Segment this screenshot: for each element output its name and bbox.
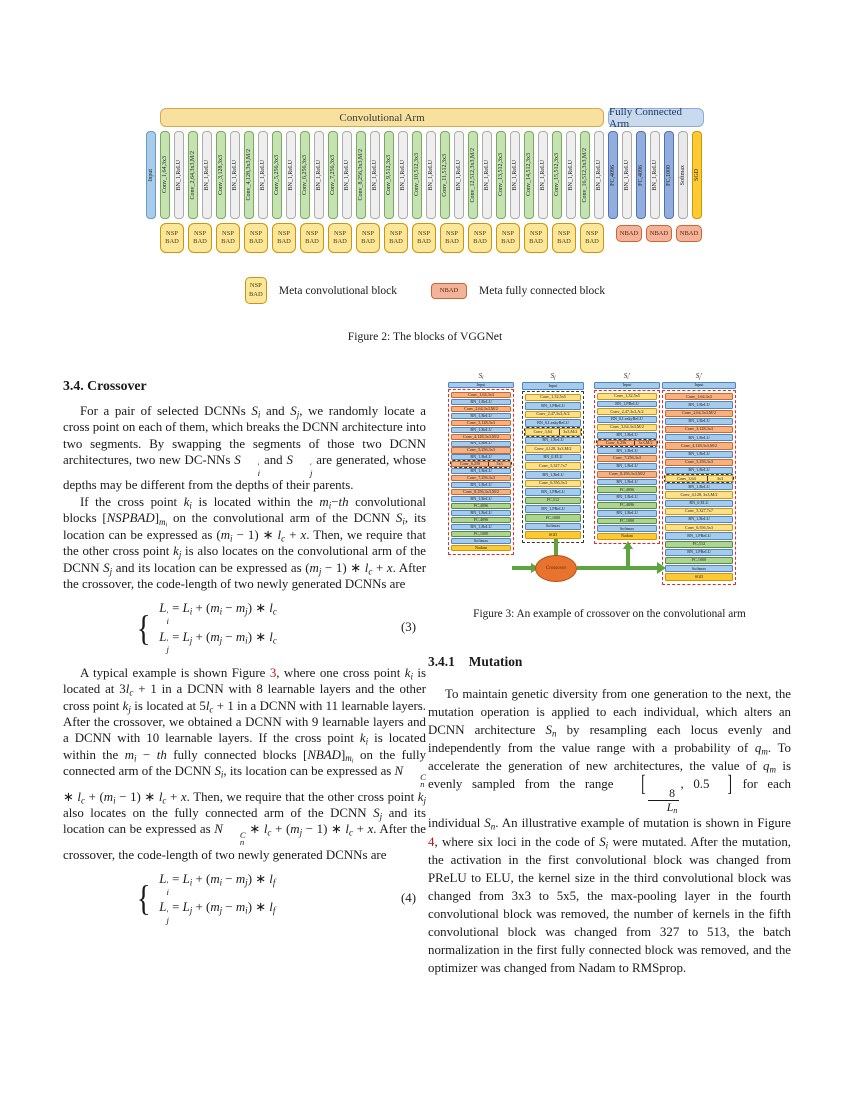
nsp-line1: NSP bbox=[586, 229, 598, 237]
fig2-bar-conv-14-512-3x3 bbox=[524, 131, 534, 219]
fig2-bar-label: BN_1,ReLU bbox=[232, 159, 238, 191]
fig3-block: BN_1,PReLU bbox=[525, 488, 581, 496]
fig3-block: Conv_1,32,5x5 bbox=[597, 393, 657, 400]
fig3-block: BN_1,PReLU bbox=[665, 532, 733, 539]
fig3-block: FC,4096 bbox=[451, 517, 511, 523]
fig3-block: FC,1000 bbox=[665, 557, 733, 564]
fig3-block: Conv_1,64,3x3 bbox=[665, 393, 733, 400]
fig2-bar-label: BN_1,ReLU bbox=[456, 159, 462, 191]
fig2-bar-label: Conv_4,128,3x3,M/2 bbox=[246, 149, 252, 201]
legend-item-meta-conv bbox=[245, 277, 397, 304]
fig2-bar-label: Conv_7,256,3x3 bbox=[330, 154, 336, 195]
fig2-bar-label: BN_1,ReLU bbox=[512, 159, 518, 191]
fig3-block: Nadam bbox=[597, 533, 657, 540]
fig2-bar-bn-1-relu bbox=[370, 131, 380, 219]
fig3-column-title: $S_i$ bbox=[478, 372, 484, 382]
nbad-meta-block: NBAD bbox=[676, 225, 702, 242]
fig2-bar-label: BN_1,ReLU bbox=[176, 159, 182, 191]
fig3-block: Conv_8,256,3x3,M/2 bbox=[597, 471, 657, 478]
fig3-block: BN_0,ELU bbox=[665, 500, 733, 507]
fig3-block: FC,1000 bbox=[525, 514, 581, 522]
nsp-bad-meta-block bbox=[552, 223, 576, 253]
fig3-block: Softmax bbox=[451, 538, 511, 544]
fully-connected-arm-bars bbox=[608, 131, 704, 219]
fig2-bar-bn-1-relu bbox=[426, 131, 436, 219]
fig3-block: Conv_6,556,3x3 bbox=[525, 480, 581, 488]
fig2-bar-input bbox=[146, 131, 156, 219]
nsp-line1: NSP bbox=[166, 229, 178, 237]
fig2-bar-label: Conv_6,256,3x3 bbox=[302, 154, 308, 195]
fig3-block: BN_0,LeakyReLU bbox=[525, 419, 581, 427]
convolutional-arm-header: Convolutional Arm bbox=[160, 108, 604, 127]
fig2-bar-label: BN_1,ReLU bbox=[316, 159, 322, 191]
fig3-split-chip: 3x3,M/2 bbox=[559, 429, 580, 435]
nsp-line2: BAD bbox=[305, 238, 319, 245]
fig3-block: BN_1,ReLU bbox=[451, 441, 511, 447]
fig3-block: SGD bbox=[665, 573, 733, 580]
fig3-block: BN_1,ReLU bbox=[665, 483, 733, 490]
fig3-block: SGD bbox=[525, 531, 581, 539]
fig2-bar-bn-1-relu bbox=[342, 131, 352, 219]
fig3-block: BN_1,ReLU bbox=[597, 479, 657, 486]
fig2-bar-conv-5-256-3x3 bbox=[272, 131, 282, 219]
fig2-bar-label: FC,4096 bbox=[638, 164, 644, 186]
fig3-block: Conv_5,256,3x3 bbox=[665, 459, 733, 466]
fig3-block: Conv_5,327,7x7 bbox=[665, 508, 733, 515]
fig3-block: FC,4096 bbox=[451, 503, 511, 509]
fig3-column-title: $S_i'$ bbox=[623, 372, 631, 382]
nbad-meta-block: NBAD bbox=[646, 225, 672, 242]
fig2-bar-conv-2-64-3x3-m-2 bbox=[188, 131, 198, 219]
section-heading-crossover: 3.4. Crossover bbox=[63, 378, 147, 393]
fig3-block: BN_1,ReLU bbox=[451, 482, 511, 488]
convolutional-arm-bars bbox=[160, 131, 604, 219]
legend-meta-fc-label: Meta fully connected block bbox=[479, 284, 606, 297]
fig3-block: BN_1,ReLU bbox=[451, 399, 511, 405]
fig3-block: Conv_2,64,3x3,M/2 bbox=[451, 406, 511, 412]
nsp-bad-meta-block bbox=[580, 223, 604, 253]
fig3-split-chip: 3x3 bbox=[707, 476, 732, 481]
equation-3-brace: { bbox=[136, 607, 151, 648]
fig2-bar-conv-7-256-3x3 bbox=[328, 131, 338, 219]
fig3-block: Softmax bbox=[525, 523, 581, 531]
fig3-block: BN_1,PReLU bbox=[665, 549, 733, 556]
fig3-block: Conv_7,256,3x3 bbox=[597, 455, 657, 462]
fig2-bar-label: FC,4096 bbox=[610, 164, 616, 186]
fig3-block: Conv_3,128,3x3 bbox=[665, 426, 733, 433]
equation-4-number: (4) bbox=[400, 890, 416, 905]
fig3-block: BN_1,PReLU bbox=[525, 402, 581, 410]
fig3-block: BN_1,ReLU bbox=[451, 510, 511, 516]
fig2-bar-conv-10-512-3x3 bbox=[412, 131, 422, 219]
mutation-heading-number: 3.4.1 bbox=[428, 654, 455, 669]
fig2-bar-label: Conv_3,128,3x3 bbox=[218, 154, 224, 195]
fig3-block: FC,512 bbox=[665, 541, 733, 548]
nsp-line1: NSP bbox=[530, 229, 542, 237]
fig2-bar-label: Conv_2,64,3x3,M/2 bbox=[190, 150, 196, 200]
nsp-bad-meta-block bbox=[272, 223, 296, 253]
mutation-heading-title: Mutation bbox=[468, 654, 523, 669]
nsp-line1: NSP bbox=[418, 229, 430, 237]
nsp-bad-meta-block bbox=[384, 223, 408, 253]
fig2-bar-label: BN_1,ReLU bbox=[400, 159, 406, 191]
nsp-line2: BAD bbox=[249, 238, 263, 245]
figure3-crossover-example bbox=[442, 372, 772, 604]
fig3-block: FC,4096 bbox=[597, 486, 657, 493]
fig2-bar-softmax bbox=[678, 131, 688, 219]
nsp-chip-line1: NSP bbox=[249, 282, 262, 290]
fig3-block-input: Input bbox=[522, 382, 584, 390]
fig3-block: Softmax bbox=[597, 525, 657, 532]
fig3-block: BN_1,ReLU bbox=[525, 471, 581, 479]
fig2-bar-label: Conv_8,256,3x3,M/2 bbox=[358, 149, 364, 201]
legend-item-meta-fc bbox=[431, 283, 605, 299]
fig2-bar-label: Conv_14,512,3x3 bbox=[526, 153, 532, 197]
section-heading-mutation bbox=[428, 654, 791, 670]
fig2-bar-conv-15-512-3x3 bbox=[552, 131, 562, 219]
fig3-block: BN_1,ReLU bbox=[451, 413, 511, 419]
crossover-paragraph-1: For a pair of selected DCNNs $S_i$ and $S_j$, we randomly locate a cross point on each of them, which breaks the DCNN architecture into two segments. By swapping the segments of those two DCNN architectures, two new DC-NNs S ′ i and S ′ j are generated, whose depths may be different from the depths of their parents. bbox=[63, 404, 426, 493]
fig2-bar-conv-12-512-3x3-m-2 bbox=[468, 131, 478, 219]
fig2-bar-bn-1-relu bbox=[510, 131, 520, 219]
nsp-bad-meta-block bbox=[356, 223, 380, 253]
fig3-block: Conv_5,327,7x7 bbox=[525, 462, 581, 470]
figure4-ref-link[interactable]: 4 bbox=[428, 834, 435, 849]
nsp-bad-meta-block bbox=[412, 223, 436, 253]
left-column bbox=[63, 378, 426, 935]
fig3-block: BN_1,ReLU bbox=[597, 463, 657, 470]
fig3-block: BN_1,ReLU bbox=[451, 427, 511, 433]
equation-3-line1: L ′ i = $L_i + (m_i - m_j)$ ∗ $l_c$ bbox=[159, 601, 277, 627]
nsp-line2: BAD bbox=[417, 238, 431, 245]
nsp-line2: BAD bbox=[389, 238, 403, 245]
fig2-bar-label: SGD bbox=[694, 168, 700, 181]
fig2-bar-label: BN_1,ReLU bbox=[624, 159, 630, 191]
convolutional-arm bbox=[160, 108, 604, 219]
nsp-line1: NSP bbox=[362, 229, 374, 237]
fig3-block: BN_1,ReLU bbox=[597, 432, 657, 439]
fig2-bar-label: Input bbox=[148, 168, 154, 182]
nsp-bad-meta-block bbox=[524, 223, 548, 253]
fig2-bar-sgd bbox=[692, 131, 702, 219]
fig3-block: BN_1,ReLU bbox=[665, 401, 733, 408]
fig2-bar-fc-4096 bbox=[608, 131, 618, 219]
fig3-block: Conv_3,128,3x3 bbox=[451, 420, 511, 426]
fig2-bar-label: BN_1,ReLU bbox=[372, 159, 378, 191]
fig3-block: Conv_2,47,3x3,A/2 bbox=[525, 411, 581, 419]
fig3-column-title: $S_j'$ bbox=[695, 372, 703, 382]
fig3-split-chip: 3x3,M/2 bbox=[634, 441, 656, 446]
nsp-bad-meta-block bbox=[216, 223, 240, 253]
equation-4-line2: L ′ j = $L_j + (m_j - m_i)$ ∗ $l_f$ bbox=[159, 900, 276, 926]
fig3-split-main: Conv_3,64 bbox=[677, 475, 696, 481]
fig2-bar-conv-4-128-3x3-m-2 bbox=[244, 131, 254, 219]
crossover-paragraph-3: A typical example is shown Figure 3, where one cross point $k_i$ is located at $3l_c + 1$ in a DCNN with 8 learnable layers and the other cross point $k_j$ is located at $5l_c + 1$ in a DCNN with 11 learnable layers. After the crossover, we obtained a DCNN with 9 learnable layers and a DCNN with 10 learnable layers. If the cross point $k_i$ is located within the $m_i$ − th fully connected blocks $[NBAD]_{m_i}$ on the fully connected arm of the DCNN $S_i$, its location can be expressed as N C n ∗ $l_c + (m_i - 1)$ ∗ $l_c + x$. Then, we require that the other cross point $k_j$ also locates on the fully connected arm of the DCNN $S_j$ and its location can be expressed as N C n ∗ $l_c + (m_j - 1)$ ∗ $l_c + x$. After the crossover, the code-length of two newly generated DCNNs are bbox=[63, 665, 427, 862]
nsp-line1: NSP bbox=[474, 229, 486, 237]
fig2-bar-label: Conv_9,512,3x3 bbox=[386, 154, 392, 195]
fig2-bar-label: Conv_5,256,3x3 bbox=[274, 154, 280, 195]
fig3-block: Conv_4,128, 3x3,M/2 bbox=[665, 491, 733, 498]
fig3-block: FC,1000 bbox=[597, 518, 657, 525]
fig2-bar-fc-4096 bbox=[636, 131, 646, 219]
nsp-bad-meta-block bbox=[244, 223, 268, 253]
equation-4-line1: L ′ i = $L_i + (m_i - m_j)$ ∗ $l_f$ bbox=[159, 871, 276, 897]
fig3-block: Conv_7,256,3x3 bbox=[451, 475, 511, 481]
fig2-bar-bn-1-relu bbox=[202, 131, 212, 219]
nsp-chip-line2: BAD bbox=[248, 290, 263, 298]
fig3-block: Nadam bbox=[451, 545, 511, 551]
nsp-line2: BAD bbox=[361, 238, 375, 245]
nsp-line2: BAD bbox=[165, 238, 179, 245]
fig3-block: Conv_3,64,3x3,M/2 bbox=[597, 424, 657, 431]
fig3-split-main: Conv_6,256 bbox=[459, 461, 481, 467]
fig3-block: BN_1,ReLU bbox=[597, 510, 657, 517]
fig2-bar-label: Conv_11,512,3x3 bbox=[442, 153, 448, 197]
fig3-block: FC,1000 bbox=[451, 531, 511, 537]
fig3-block: BN_1,ReLU bbox=[451, 496, 511, 502]
figure3-ref-link[interactable]: 3 bbox=[269, 665, 277, 680]
crossover-paragraph-2: If the cross point $k_i$ is located within the $m_i-th$ convolutional blocks $[NSPBAD]_{m_i}$ on the convolutional arm of the DCNN $S_i$, its location can be expressed as $(m_i - 1)$ ∗ $l_c + x$. Then, we require that the other cross point $k_j$ is also locates on the convolutional arm of the DCNN $S_j$ and its location can be expressed as $(m_j - 1)$ ∗ $l_c + x$. After the crossover, the code-length of two newly generated DCNNs are bbox=[63, 494, 427, 591]
fig2-bar-bn-1-relu bbox=[482, 131, 492, 219]
nsp-line2: BAD bbox=[445, 238, 459, 245]
nsp-bad-meta-block bbox=[160, 223, 184, 253]
fig2-bar-conv-16-512-3x3-m-2 bbox=[580, 131, 590, 219]
fig3-column-title: $S_j$ bbox=[550, 372, 556, 382]
fig2-bar-bn-1-relu bbox=[230, 131, 240, 219]
nsp-line2: BAD bbox=[473, 238, 487, 245]
figure2-input-slot bbox=[146, 131, 156, 219]
fig3-block-input: Input bbox=[448, 382, 514, 388]
fig3-block: BN_1,ReLU bbox=[665, 451, 733, 458]
fig3-block: BN_0,LeakyReLU bbox=[597, 416, 657, 423]
nsp-line1: NSP bbox=[334, 229, 346, 237]
fig3-split-main: Conv_6,256 bbox=[605, 439, 627, 445]
fully-connected-arm-header: Fully Connected Arm bbox=[608, 108, 704, 127]
fig3-split-chip: 3x3 bbox=[488, 462, 510, 466]
right-column bbox=[428, 372, 791, 977]
fully-connected-arm bbox=[608, 105, 704, 219]
nsp-line1: NSP bbox=[390, 229, 402, 237]
fig2-bar-label: Conv_1,64,3x3 bbox=[162, 156, 168, 194]
fig3-block: BN_0,ELU bbox=[525, 454, 581, 462]
nbad-chip: NBAD bbox=[431, 283, 467, 299]
nsp-line1: NSP bbox=[222, 229, 234, 237]
figure2-legend bbox=[146, 277, 704, 304]
nsp-line1: NSP bbox=[194, 229, 206, 237]
nsp-line1: NSP bbox=[278, 229, 290, 237]
fig3-block-input: Input bbox=[662, 382, 736, 389]
fig3-block: Conv_1,32,5x5 bbox=[525, 394, 581, 402]
fig2-bar-bn-1-relu bbox=[454, 131, 464, 219]
fig2-bar-bn-1-relu bbox=[538, 131, 548, 219]
fig2-bar-bn-1-relu bbox=[174, 131, 184, 219]
fig3-block: BN_1,ReLU bbox=[451, 524, 511, 530]
nsp-bad-meta-block bbox=[496, 223, 520, 253]
fig3-block: BN_1,ReLU bbox=[451, 454, 511, 460]
fig3-block: Conv_4,128,3x3,M/2 bbox=[665, 442, 733, 449]
nsp-line1: NSP bbox=[446, 229, 458, 237]
fig3-split-main: Conv_3,64 bbox=[533, 428, 552, 434]
fig3-block: FC,512 bbox=[525, 497, 581, 505]
fig3-block: Conv_1,64,3x3 bbox=[451, 392, 511, 398]
equation-3-number: (3) bbox=[400, 620, 416, 635]
equation-3 bbox=[135, 601, 426, 654]
figure3-caption: Figure 3: An example of crossover on the convolutional arm bbox=[473, 608, 746, 620]
nsp-line2: BAD bbox=[529, 238, 543, 245]
figure2-vggnet-blocks bbox=[146, 105, 704, 343]
fig3-block: BN_1,PReLU bbox=[525, 505, 581, 513]
nsp-line1: NSP bbox=[250, 229, 262, 237]
fig2-bar-conv-6-256-3x3 bbox=[300, 131, 310, 219]
equation-4 bbox=[135, 872, 426, 925]
fig3-block: Softmax bbox=[665, 565, 733, 572]
crossover-ellipse: Crossover bbox=[535, 555, 577, 582]
nsp-line2: BAD bbox=[333, 238, 347, 245]
fig2-bar-label: BN_1,ReLU bbox=[288, 159, 294, 191]
fig2-bar-label: Conv_10,512,3x3 bbox=[414, 153, 420, 197]
fig2-bar-label: Conv_12,512,3x3,M/2 bbox=[470, 147, 476, 203]
fig2-bar-bn-1-relu bbox=[314, 131, 324, 219]
fig3-block: BN_1,ReLU bbox=[665, 418, 733, 425]
fig2-bar-conv-9-512-3x3 bbox=[384, 131, 394, 219]
fig2-bar-bn-1-relu bbox=[398, 131, 408, 219]
nbad-meta-block: NBAD bbox=[616, 225, 642, 242]
nsp-line1: NSP bbox=[558, 229, 570, 237]
fig3-block: BN_1,PReLU bbox=[597, 401, 657, 408]
fig2-bar-label: Conv_16,512,3x3,M/2 bbox=[582, 147, 588, 203]
fig2-bar-bn-1-relu bbox=[650, 131, 660, 219]
fig3-block: BN_1,ReLU bbox=[665, 434, 733, 441]
nsp-line1: NSP bbox=[502, 229, 514, 237]
figure2-caption: Figure 2: The blocks of VGGNet bbox=[347, 330, 503, 343]
fig3-block: BN_1,ReLU bbox=[665, 467, 733, 474]
nsp-line1: NSP bbox=[306, 229, 318, 237]
fig2-bar-label: FC,1000 bbox=[666, 164, 672, 186]
fig2-bar-label: BN_1,ReLU bbox=[344, 159, 350, 191]
equation-4-brace: { bbox=[136, 878, 151, 919]
fig2-bar-label: BN_1,ReLU bbox=[540, 159, 546, 191]
fig3-block-input: Input bbox=[594, 382, 660, 389]
nsp-bad-chip bbox=[245, 277, 267, 304]
fig3-block: Conv_2,64,3x3,M/2 bbox=[665, 410, 733, 417]
fig2-bar-label: BN_1,ReLU bbox=[596, 159, 602, 191]
fig2-bar-label: BN_1,ReLU bbox=[204, 159, 210, 191]
fig3-block: BN_1,ReLU bbox=[451, 468, 511, 474]
fig2-bar-bn-1-relu bbox=[594, 131, 604, 219]
fig3-block: BN_1,ReLU bbox=[597, 447, 657, 454]
fig2-bar-bn-1-relu bbox=[566, 131, 576, 219]
nsp-line2: BAD bbox=[557, 238, 571, 245]
fig3-block: Conv_4,128, 3x3,M/2 bbox=[525, 445, 581, 453]
nsp-line2: BAD bbox=[193, 238, 207, 245]
fig2-bar-label: BN_1,ReLU bbox=[484, 159, 490, 191]
fig2-bar-conv-13-512-3x3 bbox=[496, 131, 506, 219]
fig2-bar-label: Softmax bbox=[680, 164, 686, 186]
fig2-bar-conv-8-256-3x3-m-2 bbox=[356, 131, 366, 219]
fig3-block: BN_1,ReLU bbox=[597, 494, 657, 501]
fig3-block: Conv_6,556,3x3 bbox=[665, 524, 733, 531]
nsp-bad-meta-block bbox=[468, 223, 492, 253]
fig3-block: Conv_4,128,3x3,M/2 bbox=[451, 434, 511, 440]
nsp-line2: BAD bbox=[585, 238, 599, 245]
nbad-meta-blocks bbox=[616, 223, 702, 253]
fig2-bar-label: Conv_15,512,3x3 bbox=[554, 153, 560, 197]
fig3-block: Conv_5,256,3x3 bbox=[451, 447, 511, 453]
fig2-bar-fc-1000 bbox=[664, 131, 674, 219]
nsp-line2: BAD bbox=[277, 238, 291, 245]
fig3-block: Conv_2,47,3x3,A/2 bbox=[597, 408, 657, 415]
fig3-block: BN_1,ReLU bbox=[525, 437, 581, 445]
nsp-line2: BAD bbox=[501, 238, 515, 245]
fig2-bar-label: BN_1,ReLU bbox=[428, 159, 434, 191]
fig2-bar-conv-11-512-3x3 bbox=[440, 131, 450, 219]
fig2-bar-conv-3-128-3x3 bbox=[216, 131, 226, 219]
fig3-block: FC,4096 bbox=[597, 502, 657, 509]
nsp-bad-meta-block bbox=[440, 223, 464, 253]
nsp-bad-meta-block bbox=[300, 223, 324, 253]
nsp-bad-meta-block bbox=[188, 223, 212, 253]
fig2-bar-label: BN_1,ReLU bbox=[260, 159, 266, 191]
fig2-bar-label: Conv_13,512,3x3 bbox=[498, 153, 504, 197]
fig2-bar-bn-1-relu bbox=[622, 131, 632, 219]
fig2-bar-bn-1-relu bbox=[286, 131, 296, 219]
fig2-bar-label: BN_1,ReLU bbox=[652, 159, 658, 191]
nsp-bad-meta-block bbox=[328, 223, 352, 253]
mutation-paragraph: To maintain genetic diversity from one generation to the next, the mutation operation is applied to each individual, which alters an DCNN architecture $S_n$ by resampling each locus evenly and independently from the value range with a probability of $q_m$. To accelerate the generation of new architectures, the value of $q_m$ is evenly sampled from the range [ $\frac{8}{L_n}$ , 0.5 ] for each individual $S_n$. An illustrative example of mutation is shown in Figure 4, where six loci in the code of $S_i$ were mutated. After the mutation, the activation in the first convolutional block was changed from PReLU to ELU, the kernel size in the third convolutional block was changed from 3x3 to 5x5, the max-pooling layer in the fourth convolutional block was removed, the number of kernels in the fifth convolutional block was changed from 327 to 513, the batch normalization in the first fully connected block was removed, and the optimizer was changed from Nadam to RMSprop. bbox=[428, 687, 792, 976]
crossover-arrows bbox=[442, 372, 772, 604]
figure2-diagram bbox=[146, 105, 704, 219]
fig2-bar-bn-1-relu bbox=[258, 131, 268, 219]
legend-meta-conv-label: Meta convolutional block bbox=[278, 284, 398, 297]
nsp-line2: BAD bbox=[221, 238, 235, 245]
fig3-block: Conv_8,256,3x3,M/2 bbox=[451, 489, 511, 495]
fig2-bar-conv-1-64-3x3 bbox=[160, 131, 170, 219]
equation-3-line2: L ′ j = $L_j + (m_j - m_i)$ ∗ $l_c$ bbox=[159, 629, 277, 655]
meta-blocks-row bbox=[160, 223, 704, 253]
fig3-block: BN_1,ReLU bbox=[665, 516, 733, 523]
fig2-bar-label: BN_1,ReLU bbox=[568, 159, 574, 191]
